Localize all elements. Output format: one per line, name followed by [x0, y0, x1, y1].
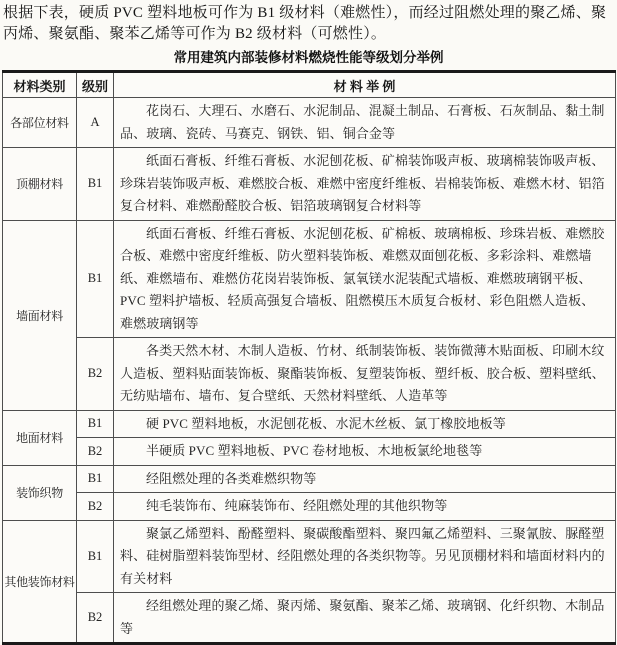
examples-text: 纯毛装饰布、纯麻装饰布、经阻燃处理的其他织物等	[146, 498, 448, 513]
grade-cell: B1	[77, 465, 114, 493]
examples-text: 纸面石膏板、纤维石膏板、水泥刨花板、矿棉板、玻璃棉板、珍珠岩板、难燃胶合板、难燃中密度纤维板、防火塑料装饰板、难燃双面刨花板、多彩涂料、难燃墙纸、难燃墙布、难燃仿花岗岩装饰板、氯氧镁水泥装配式墙板、难燃玻璃钢平板、PVC 塑料护墙板、轻质高强复合墙板、阻燃模压木质复合板材、彩色阻燃人造板、难燃玻璃钢等	[120, 225, 605, 331]
column-header-category: 材料类别	[3, 72, 77, 98]
examples-cell	[114, 220, 616, 338]
grade-cell: B2	[77, 338, 114, 411]
examples-text: 聚氯乙烯塑料、酚醛塑料、聚碳酸酯塑料、聚四氟乙烯塑料、三聚氰胺、脲醛塑料、硅树脂塑料装饰型材、经阻燃处理的各类织物等。另见顶棚材料和墙面材料内的有关材料	[120, 525, 605, 586]
table-row	[3, 410, 616, 438]
category-cell: 其他装饰材料	[3, 520, 77, 644]
examples-cell	[114, 148, 616, 221]
examples-cell	[114, 338, 616, 411]
table-row	[3, 98, 616, 148]
intro-paragraph: 根据下表，硬质 PVC 塑料地板可作为 B1 级材料（难燃性），而经过阻燃处理的聚乙烯、聚丙烯、聚氨酯、聚苯乙烯等可作为 B2 级材料（可燃性）。	[3, 5, 607, 42]
category-cell: 墙面材料	[3, 220, 77, 410]
table-row	[3, 465, 616, 493]
examples-text: 半硬质 PVC 塑料地板、PVC 卷材地板、木地板氯纶地毯等	[146, 443, 483, 458]
examples-cell	[114, 465, 616, 493]
column-header-grade: 级别	[77, 72, 114, 98]
table-row	[3, 593, 616, 644]
category-cell: 顶棚材料	[3, 148, 77, 221]
examples-text: 纸面石膏板、纤维石膏板、水泥刨花板、矿棉装饰吸声板、玻璃棉装饰吸声板、珍珠岩装饰吸声板、难燃胶合板、难燃中密度纤维板、岩棉装饰板、难燃木材、铝箔复合材料、难燃酚醛胶合板、铝箔玻璃钢复合材料等	[120, 153, 605, 213]
examples-text: 经阻燃处理的各类难燃织物等	[146, 470, 317, 486]
examples-cell	[114, 593, 616, 644]
grade-cell: B2	[77, 493, 114, 521]
examples-text: 硬 PVC 塑料地板，水泥刨花板、水泥木丝板、氯丁橡胶地板等	[146, 415, 506, 431]
grade-cell: B2	[77, 593, 114, 644]
examples-cell	[114, 438, 616, 466]
column-header-examples: 材 料 举 例	[114, 72, 616, 98]
grade-cell: B1	[77, 410, 114, 438]
grade-cell: B1	[77, 220, 114, 338]
header-row	[3, 72, 616, 98]
category-cell: 各部位材料	[3, 98, 77, 148]
table-body	[3, 98, 616, 644]
grade-cell: A	[77, 98, 114, 148]
table-row	[3, 520, 616, 593]
table-row	[3, 493, 616, 521]
examples-cell	[114, 520, 616, 593]
table-title: 常用建筑内部装修材料燃烧性能等级划分举例	[173, 50, 444, 65]
table-row	[3, 220, 616, 338]
grade-cell: B1	[77, 148, 114, 221]
category-cell: 装饰织物	[3, 465, 77, 520]
examples-text: 各类天然木材、木制人造板、竹材、纸制装饰板、装饰微薄木贴面板、印刷木纹人造板、塑料贴面装饰板、聚酯装饰板、复塑装饰板、塑纤板、胶合板、塑料壁纸、无纺贴墙布、墙布、复合壁纸、天然材料壁纸、人造革等	[120, 343, 605, 403]
examples-cell	[114, 98, 616, 148]
category-cell: 地面材料	[3, 410, 77, 465]
table-row	[3, 438, 616, 466]
materials-table	[2, 70, 616, 645]
examples-text: 经组燃处理的聚乙烯、聚丙烯、聚氨酯、聚苯乙烯、玻璃钢、化纤织物、木制品等	[120, 598, 605, 636]
grade-cell: B1	[77, 520, 114, 593]
table-row	[3, 338, 616, 411]
grade-cell: B2	[77, 438, 114, 466]
examples-cell	[114, 493, 616, 521]
examples-text: 花岗石、大理石、水磨石、水泥制品、混凝土制品、石膏板、石灰制品、黏土制品、玻璃、瓷砖、马赛克、钢铁、铝、铜合金等	[120, 103, 605, 141]
table-row	[3, 148, 616, 221]
examples-cell	[114, 410, 616, 438]
